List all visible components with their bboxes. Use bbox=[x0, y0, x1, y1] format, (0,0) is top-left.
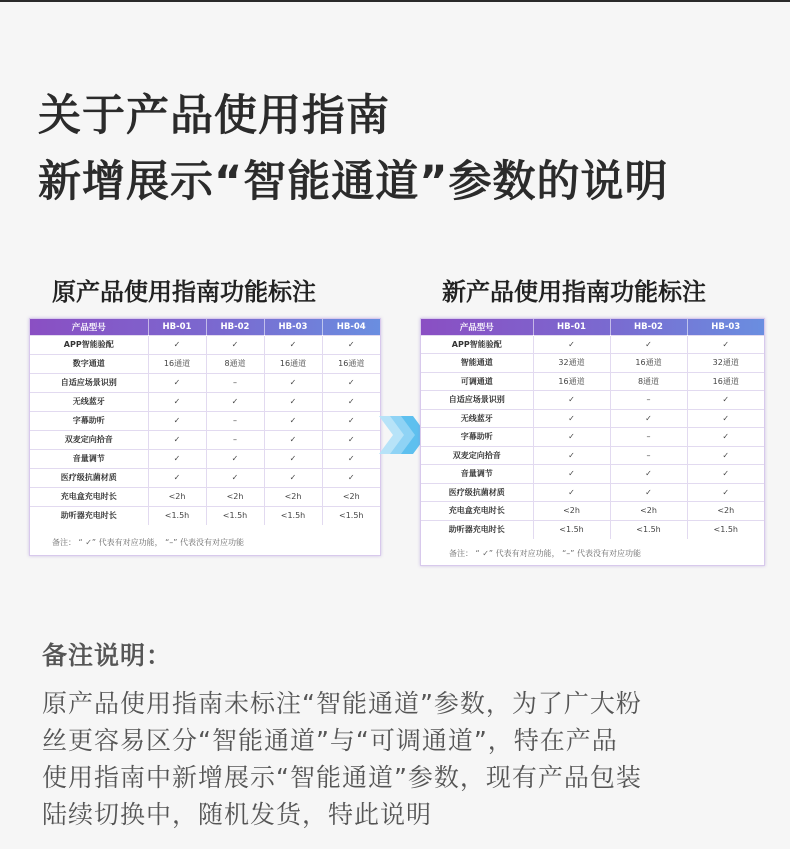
feature-value-cell: ✓ bbox=[533, 428, 610, 447]
feature-value-cell: <1.5h bbox=[533, 520, 610, 539]
header-cell-model-name: HB-01 bbox=[148, 319, 206, 335]
remark-line: 丝更容易区分“智能通道”与“可调通道”，特在产品 bbox=[42, 726, 618, 755]
feature-name-cell: APP智能验配 bbox=[421, 335, 533, 354]
feature-name-cell: 医疗级抗菌材质 bbox=[421, 483, 533, 502]
header-cell-model-name: HB-02 bbox=[610, 319, 687, 335]
feature-name-cell: 医疗级抗菌材质 bbox=[30, 468, 148, 487]
feature-value-cell: – bbox=[610, 446, 687, 465]
table-row bbox=[421, 409, 764, 428]
table-row bbox=[421, 446, 764, 465]
remark-line: 陆续切换中，随机发货，特此说明 bbox=[42, 800, 433, 829]
table-row bbox=[421, 391, 764, 410]
table-row bbox=[30, 411, 380, 430]
feature-value-cell: ✓ bbox=[148, 392, 206, 411]
feature-value-cell: ✓ bbox=[264, 430, 322, 449]
feature-value-cell: ✓ bbox=[610, 465, 687, 484]
table-row bbox=[30, 373, 380, 392]
feature-value-cell: <2h bbox=[148, 487, 206, 506]
feature-value-cell: ✓ bbox=[148, 373, 206, 392]
header-cell-model-name: HB-01 bbox=[533, 319, 610, 335]
header-cell-model: 产品型号 bbox=[421, 319, 533, 335]
feature-value-cell: ✓ bbox=[687, 465, 764, 484]
table-row bbox=[30, 487, 380, 506]
feature-value-cell: ✓ bbox=[533, 391, 610, 410]
feature-value-cell: ✓ bbox=[148, 430, 206, 449]
feature-name-cell: 助听器充电时长 bbox=[421, 520, 533, 539]
remark-title: 备注说明： bbox=[42, 641, 173, 670]
feature-value-cell: 8通道 bbox=[206, 354, 264, 373]
top-divider bbox=[0, 0, 790, 2]
feature-name-cell: 音量调节 bbox=[30, 449, 148, 468]
table-row bbox=[30, 392, 380, 411]
feature-value-cell: – bbox=[206, 373, 264, 392]
feature-value-cell: ✓ bbox=[148, 468, 206, 487]
feature-value-cell: ✓ bbox=[687, 483, 764, 502]
feature-name-cell: 自适应场景识别 bbox=[421, 391, 533, 410]
feature-value-cell: ✓ bbox=[610, 483, 687, 502]
feature-value-cell: – bbox=[206, 411, 264, 430]
feature-value-cell: ✓ bbox=[206, 335, 264, 354]
feature-value-cell: <2h bbox=[206, 487, 264, 506]
feature-name-cell: 音量调节 bbox=[421, 465, 533, 484]
feature-value-cell: ✓ bbox=[610, 335, 687, 354]
feature-value-cell: ✓ bbox=[148, 411, 206, 430]
header-cell-model: 产品型号 bbox=[30, 319, 148, 335]
table-row bbox=[30, 354, 380, 373]
new-spec-table bbox=[420, 318, 765, 566]
table-row bbox=[421, 372, 764, 391]
table-row bbox=[30, 506, 380, 525]
feature-value-cell: ✓ bbox=[264, 411, 322, 430]
feature-value-cell: ✓ bbox=[687, 446, 764, 465]
feature-value-cell: ✓ bbox=[687, 335, 764, 354]
feature-value-cell: 16通道 bbox=[322, 354, 380, 373]
remark-line: 原产品使用指南未标注“智能通道”参数，为了广大粉 bbox=[42, 689, 642, 718]
feature-value-cell: ✓ bbox=[264, 335, 322, 354]
table-row bbox=[421, 335, 764, 354]
feature-name-cell: 字幕助听 bbox=[30, 411, 148, 430]
feature-name-cell: 可调通道 bbox=[421, 372, 533, 391]
feature-value-cell: ✓ bbox=[322, 449, 380, 468]
header-cell-model-name: HB-03 bbox=[264, 319, 322, 335]
feature-value-cell: ✓ bbox=[687, 409, 764, 428]
feature-value-cell: ✓ bbox=[533, 335, 610, 354]
feature-value-cell: <2h bbox=[610, 502, 687, 521]
feature-value-cell: ✓ bbox=[264, 468, 322, 487]
feature-value-cell: ✓ bbox=[206, 392, 264, 411]
table-row bbox=[421, 465, 764, 484]
feature-value-cell: <1.5h bbox=[148, 506, 206, 525]
feature-name-cell: 数字通道 bbox=[30, 354, 148, 373]
feature-value-cell: 16通道 bbox=[148, 354, 206, 373]
feature-value-cell: – bbox=[610, 391, 687, 410]
table-header-row bbox=[30, 319, 380, 335]
feature-value-cell: <1.5h bbox=[610, 520, 687, 539]
table-row bbox=[421, 520, 764, 539]
table-row bbox=[30, 449, 380, 468]
feature-name-cell: 无线蓝牙 bbox=[30, 392, 148, 411]
page-title-line-2: 新增展示“智能通道”参数的说明 bbox=[38, 157, 669, 207]
feature-value-cell: ✓ bbox=[687, 428, 764, 447]
feature-value-cell: ✓ bbox=[322, 430, 380, 449]
feature-value-cell: 16通道 bbox=[687, 372, 764, 391]
feature-name-cell: APP智能验配 bbox=[30, 335, 148, 354]
feature-name-cell: 无线蓝牙 bbox=[421, 409, 533, 428]
feature-value-cell: ✓ bbox=[148, 449, 206, 468]
feature-value-cell: ✓ bbox=[264, 373, 322, 392]
feature-name-cell: 充电盒充电时长 bbox=[30, 487, 148, 506]
page-title-line-1: 关于产品使用指南 bbox=[38, 91, 390, 141]
table-row bbox=[421, 428, 764, 447]
table-row bbox=[421, 483, 764, 502]
feature-value-cell: <1.5h bbox=[264, 506, 322, 525]
feature-name-cell: 双麦定向拾音 bbox=[30, 430, 148, 449]
feature-name-cell: 双麦定向拾音 bbox=[421, 446, 533, 465]
feature-value-cell: – bbox=[206, 430, 264, 449]
header-cell-model-name: HB-02 bbox=[206, 319, 264, 335]
feature-value-cell: ✓ bbox=[148, 335, 206, 354]
feature-value-cell: <1.5h bbox=[322, 506, 380, 525]
feature-value-cell: ✓ bbox=[206, 449, 264, 468]
feature-value-cell: ✓ bbox=[322, 411, 380, 430]
feature-value-cell: <2h bbox=[322, 487, 380, 506]
table-header-row bbox=[421, 319, 764, 335]
feature-value-cell: ✓ bbox=[533, 483, 610, 502]
header-cell-model-name: HB-04 bbox=[336, 321, 366, 332]
table-note: 备注： “ ✓” 代表有对应功能， “–” 代表没有对应功能 bbox=[52, 538, 244, 547]
feature-name-cell: 字幕助听 bbox=[421, 428, 533, 447]
remark-line: 使用指南中新增展示“智能通道”参数，现有产品包装 bbox=[42, 763, 642, 792]
feature-value-cell: <2h bbox=[533, 502, 610, 521]
feature-value-cell: ✓ bbox=[610, 409, 687, 428]
feature-value-cell: ✓ bbox=[264, 449, 322, 468]
table-row bbox=[30, 468, 380, 487]
feature-value-cell: ✓ bbox=[206, 468, 264, 487]
feature-value-cell: <2h bbox=[264, 487, 322, 506]
table-row bbox=[30, 335, 380, 354]
feature-value-cell: <1.5h bbox=[687, 520, 764, 539]
table-row bbox=[421, 354, 764, 373]
feature-name-cell: 智能通道 bbox=[421, 354, 533, 373]
feature-value-cell: ✓ bbox=[533, 446, 610, 465]
feature-value-cell: 16通道 bbox=[264, 354, 322, 373]
original-spec-table bbox=[29, 318, 381, 556]
feature-value-cell: ✓ bbox=[322, 468, 380, 487]
feature-value-cell: 32通道 bbox=[687, 354, 764, 373]
new-table-title: 新产品使用指南功能标注 bbox=[442, 278, 706, 306]
table-row bbox=[30, 430, 380, 449]
feature-value-cell: ✓ bbox=[533, 409, 610, 428]
feature-value-cell: ✓ bbox=[687, 391, 764, 410]
feature-name-cell: 助听器充电时长 bbox=[30, 506, 148, 525]
feature-value-cell: – bbox=[610, 428, 687, 447]
feature-name-cell: 自适应场景识别 bbox=[30, 373, 148, 392]
table-row bbox=[421, 502, 764, 521]
feature-value-cell: 16通道 bbox=[533, 372, 610, 391]
header-cell-model-name: HB-03 bbox=[711, 321, 741, 332]
feature-value-cell: 16通道 bbox=[610, 354, 687, 373]
feature-value-cell: 8通道 bbox=[610, 372, 687, 391]
original-table-title: 原产品使用指南功能标注 bbox=[52, 278, 316, 306]
feature-name-cell: 充电盒充电时长 bbox=[421, 502, 533, 521]
feature-value-cell: ✓ bbox=[322, 335, 380, 354]
feature-value-cell: ✓ bbox=[322, 392, 380, 411]
feature-value-cell: ✓ bbox=[533, 465, 610, 484]
feature-value-cell: 32通道 bbox=[533, 354, 610, 373]
table-note: 备注： “ ✓” 代表有对应功能， “–” 代表没有对应功能 bbox=[449, 549, 641, 558]
feature-value-cell: <1.5h bbox=[206, 506, 264, 525]
feature-value-cell: ✓ bbox=[264, 392, 322, 411]
feature-value-cell: ✓ bbox=[322, 373, 380, 392]
feature-value-cell: <2h bbox=[687, 502, 764, 521]
